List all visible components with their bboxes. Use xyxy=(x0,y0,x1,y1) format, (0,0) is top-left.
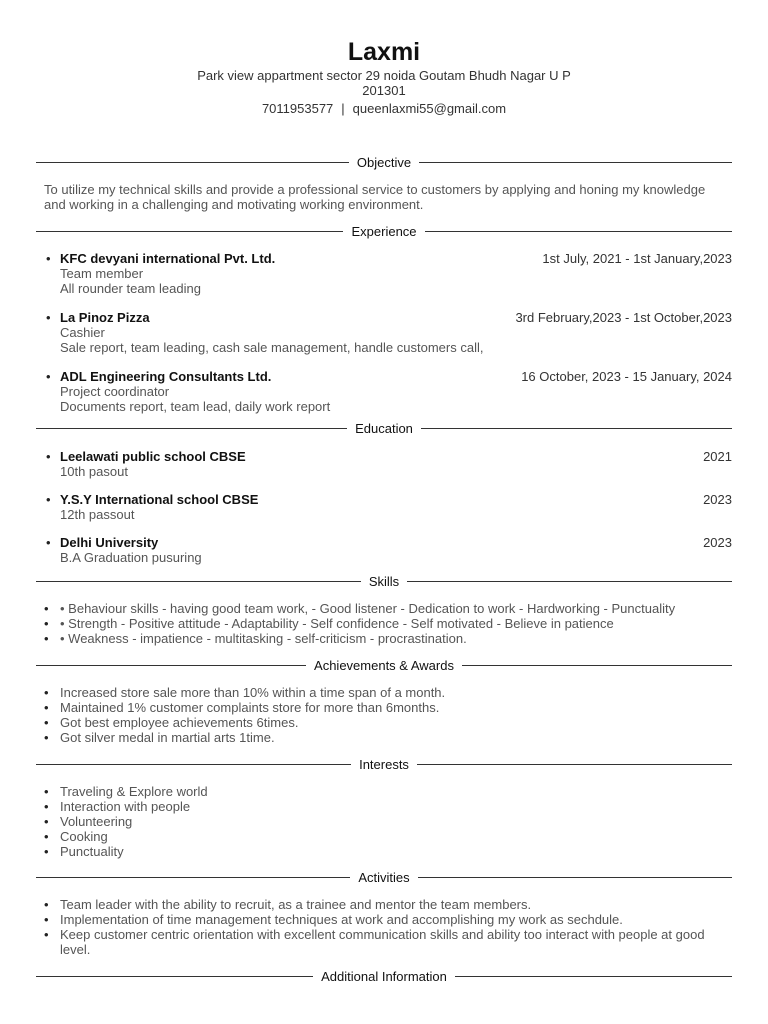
entry-header xyxy=(60,251,732,266)
entry-header xyxy=(60,310,732,325)
achievement-item: • Maintained 1% customer complaints store for more than 6months. xyxy=(60,700,732,715)
activities-list xyxy=(36,897,732,957)
divider-line xyxy=(407,581,732,582)
activity-item: • Team leader with the ability to recruit, as a trainee and mentor the team members. xyxy=(60,897,732,912)
entry-header xyxy=(60,369,732,384)
employment-dates: 3rd February,2023 - 1st October,2023 xyxy=(515,310,732,325)
divider-line xyxy=(36,877,350,878)
job-role: Team member xyxy=(60,266,144,281)
phone-number: 7011953577 xyxy=(261,101,334,116)
achievement-item: • Got silver medal in martial arts 1time. xyxy=(60,730,732,745)
contact-line xyxy=(36,101,732,117)
achievement-item: • Got best employee achievements 6times. xyxy=(60,715,732,730)
divider-line xyxy=(36,428,347,429)
section-title: Education xyxy=(355,421,413,436)
graduation-year: 2021 xyxy=(703,449,732,464)
achievements-list xyxy=(36,685,732,745)
interests-list xyxy=(36,784,732,859)
candidate-name: Laxmi xyxy=(347,38,421,66)
education-entry xyxy=(44,535,732,565)
education-section xyxy=(36,421,732,579)
experience-section xyxy=(36,224,732,428)
education-entry xyxy=(44,449,732,479)
section-title: Achievements & Awards xyxy=(314,658,454,673)
objective-heading xyxy=(36,155,732,170)
section-title: Activities xyxy=(358,870,410,885)
entry-header xyxy=(60,449,732,464)
school-name: • Y.S.Y International school CBSE xyxy=(60,492,259,507)
section-title: Interests xyxy=(359,757,409,772)
resume-header xyxy=(36,0,732,117)
job-description: Documents report, team lead, daily work report xyxy=(60,399,331,414)
skills-section xyxy=(36,574,732,646)
job-role: Cashier xyxy=(60,325,105,340)
entry-header xyxy=(60,535,732,550)
additional-info-section xyxy=(36,969,732,984)
interest-item: • Punctuality xyxy=(60,844,732,859)
divider-line xyxy=(455,976,732,977)
email-address: queenlaxmi55@gmail.com xyxy=(352,101,507,116)
skills-list xyxy=(36,601,732,646)
education-description: 12th passout xyxy=(60,507,135,522)
job-role: Project coordinator xyxy=(60,384,170,399)
divider-line xyxy=(36,665,306,666)
divider-line xyxy=(421,428,732,429)
interest-item: • Traveling & Explore world xyxy=(60,784,732,799)
employment-dates: 16 October, 2023 - 15 January, 2024 xyxy=(521,369,732,384)
section-title: Objective xyxy=(356,155,412,170)
achievements-section xyxy=(36,658,732,745)
education-description: 10th pasout xyxy=(60,464,128,479)
divider-line xyxy=(418,877,732,878)
achievement-item: • Increased store sale more than 10% within a time span of a month. xyxy=(60,685,732,700)
objective-text: To utilize my technical skills and provide a professional service to customers by applying and honing my knowledge and working in a challenging and motivating working environment. xyxy=(44,182,706,212)
divider-line xyxy=(36,162,349,163)
activities-heading xyxy=(36,870,732,885)
experience-entry xyxy=(44,251,732,296)
graduation-year: 2023 xyxy=(703,492,732,507)
job-description: All rounder team leading xyxy=(60,281,201,296)
divider-line xyxy=(36,581,361,582)
additional-info-heading xyxy=(36,969,732,984)
divider-line xyxy=(417,764,732,765)
address-line-2: 201301 xyxy=(362,83,406,98)
education-entry xyxy=(44,492,732,522)
education-heading xyxy=(36,421,732,436)
activities-section xyxy=(36,870,732,957)
education-list xyxy=(36,449,732,565)
company-name: • KFC devyani international Pvt. Ltd. xyxy=(60,251,276,266)
achievements-heading xyxy=(36,658,732,673)
activity-item: • Keep customer centric orientation with excellent communication skills and ability too interact with people at good level. xyxy=(60,927,732,957)
interests-heading xyxy=(36,757,732,772)
job-description: Sale report, team leading, cash sale management, handle customers call, xyxy=(60,340,484,355)
interests-section xyxy=(36,757,732,859)
school-name: • Leelawati public school CBSE xyxy=(60,449,246,464)
skill-item: • • Weakness - impatience - multitasking - self-criticism - procrastination. xyxy=(60,631,732,646)
skills-heading xyxy=(36,574,732,589)
divider-line xyxy=(36,976,313,977)
divider-line xyxy=(425,231,732,232)
graduation-year: 2023 xyxy=(703,535,732,550)
contact-separator: | xyxy=(341,101,345,116)
interest-item: • Volunteering xyxy=(60,814,732,829)
experience-entry xyxy=(44,369,732,414)
skill-item: • • Behaviour skills - having good team work, - Good listener - Dedication to work - Hardworking - Punctuality xyxy=(60,601,732,616)
section-title: Additional Information xyxy=(321,969,447,984)
company-name: • ADL Engineering Consultants Ltd. xyxy=(60,369,272,384)
section-title: Experience xyxy=(351,224,417,239)
section-title: Skills xyxy=(368,574,400,589)
divider-line xyxy=(462,665,732,666)
experience-entry xyxy=(44,310,732,355)
activity-item: • Implementation of time management techniques at work and accomplishing my work as sechdule. xyxy=(60,912,732,927)
interest-item: • Interaction with people xyxy=(60,799,732,814)
address-line-1: Park view appartment sector 29 noida Goutam Bhudh Nagar U P xyxy=(197,68,571,83)
divider-line xyxy=(36,231,343,232)
school-name: • Delhi University xyxy=(60,535,159,550)
employment-dates: 1st July, 2021 - 1st January,2023 xyxy=(542,251,732,266)
divider-line xyxy=(419,162,732,163)
divider-line xyxy=(36,764,351,765)
skill-item: • • Strength - Positive attitude - Adaptability - Self confidence - Self motivated - Believe in patience xyxy=(60,616,732,631)
education-description: B.A Graduation pusuring xyxy=(60,550,202,565)
experience-heading xyxy=(36,224,732,239)
company-name: • La Pinoz Pizza xyxy=(60,310,150,325)
objective-section xyxy=(36,155,732,212)
experience-list xyxy=(36,251,732,414)
interest-item: • Cooking xyxy=(60,829,732,844)
entry-header xyxy=(60,492,732,507)
